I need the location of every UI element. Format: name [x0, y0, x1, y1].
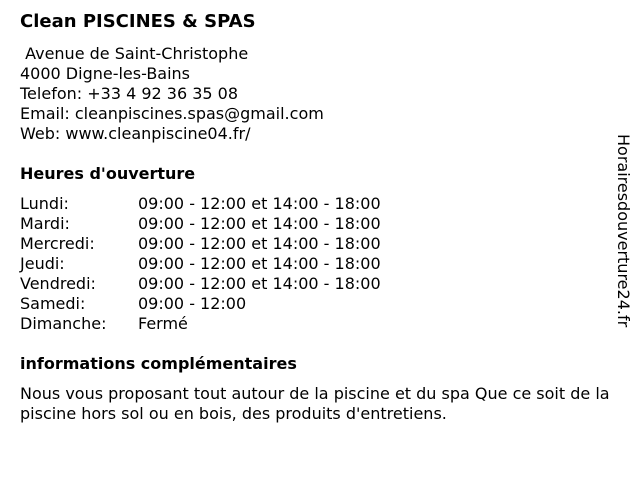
hours-day: Jeudi:	[20, 254, 65, 273]
hours-time: 09:00 - 12:00 et 14:00 - 18:00	[138, 254, 381, 273]
hours-day: Lundi:	[20, 194, 69, 213]
hours-heading: Heures d'ouverture	[20, 164, 196, 183]
hours-day: Vendredi:	[20, 274, 96, 293]
phone-line[interactable]: Telefon: +33 4 92 36 35 08	[20, 84, 239, 103]
hours-day: Mercredi:	[20, 234, 95, 253]
hours-time: 09:00 - 12:00 et 14:00 - 18:00	[138, 274, 381, 293]
address-street: Avenue de Saint-Christophe	[20, 44, 249, 63]
info-heading: informations complémentaires	[20, 354, 297, 373]
hours-time: 09:00 - 12:00 et 14:00 - 18:00	[138, 214, 381, 233]
hours-time: 09:00 - 12:00 et 14:00 - 18:00	[138, 194, 381, 213]
business-name: Clean PISCINES & SPAS	[20, 11, 256, 32]
web-line[interactable]: Web: www.cleanpiscine04.fr/	[20, 124, 251, 143]
hours-day: Mardi:	[20, 214, 70, 233]
contact-block	[20, 44, 324, 144]
side-brand-text: Horairesdouverture24.fr	[614, 134, 633, 328]
hours-time: 09:00 - 12:00 et 14:00 - 18:00	[138, 234, 381, 253]
info-text: Nous vous proposant tout autour de la piscine et du spa Que ce soit de la piscine hors sol ou en bois, des produits d'entretiens.	[20, 384, 610, 423]
email-line[interactable]: Email: cleanpiscines.spas@gmail.com	[20, 104, 324, 123]
address-city: 4000 Digne-les-Bains	[20, 64, 191, 83]
hours-day: Samedi:	[20, 294, 86, 313]
hours-day: Dimanche:	[20, 314, 107, 333]
hours-time: Fermé	[138, 314, 188, 333]
hours-time: 09:00 - 12:00	[138, 294, 247, 313]
